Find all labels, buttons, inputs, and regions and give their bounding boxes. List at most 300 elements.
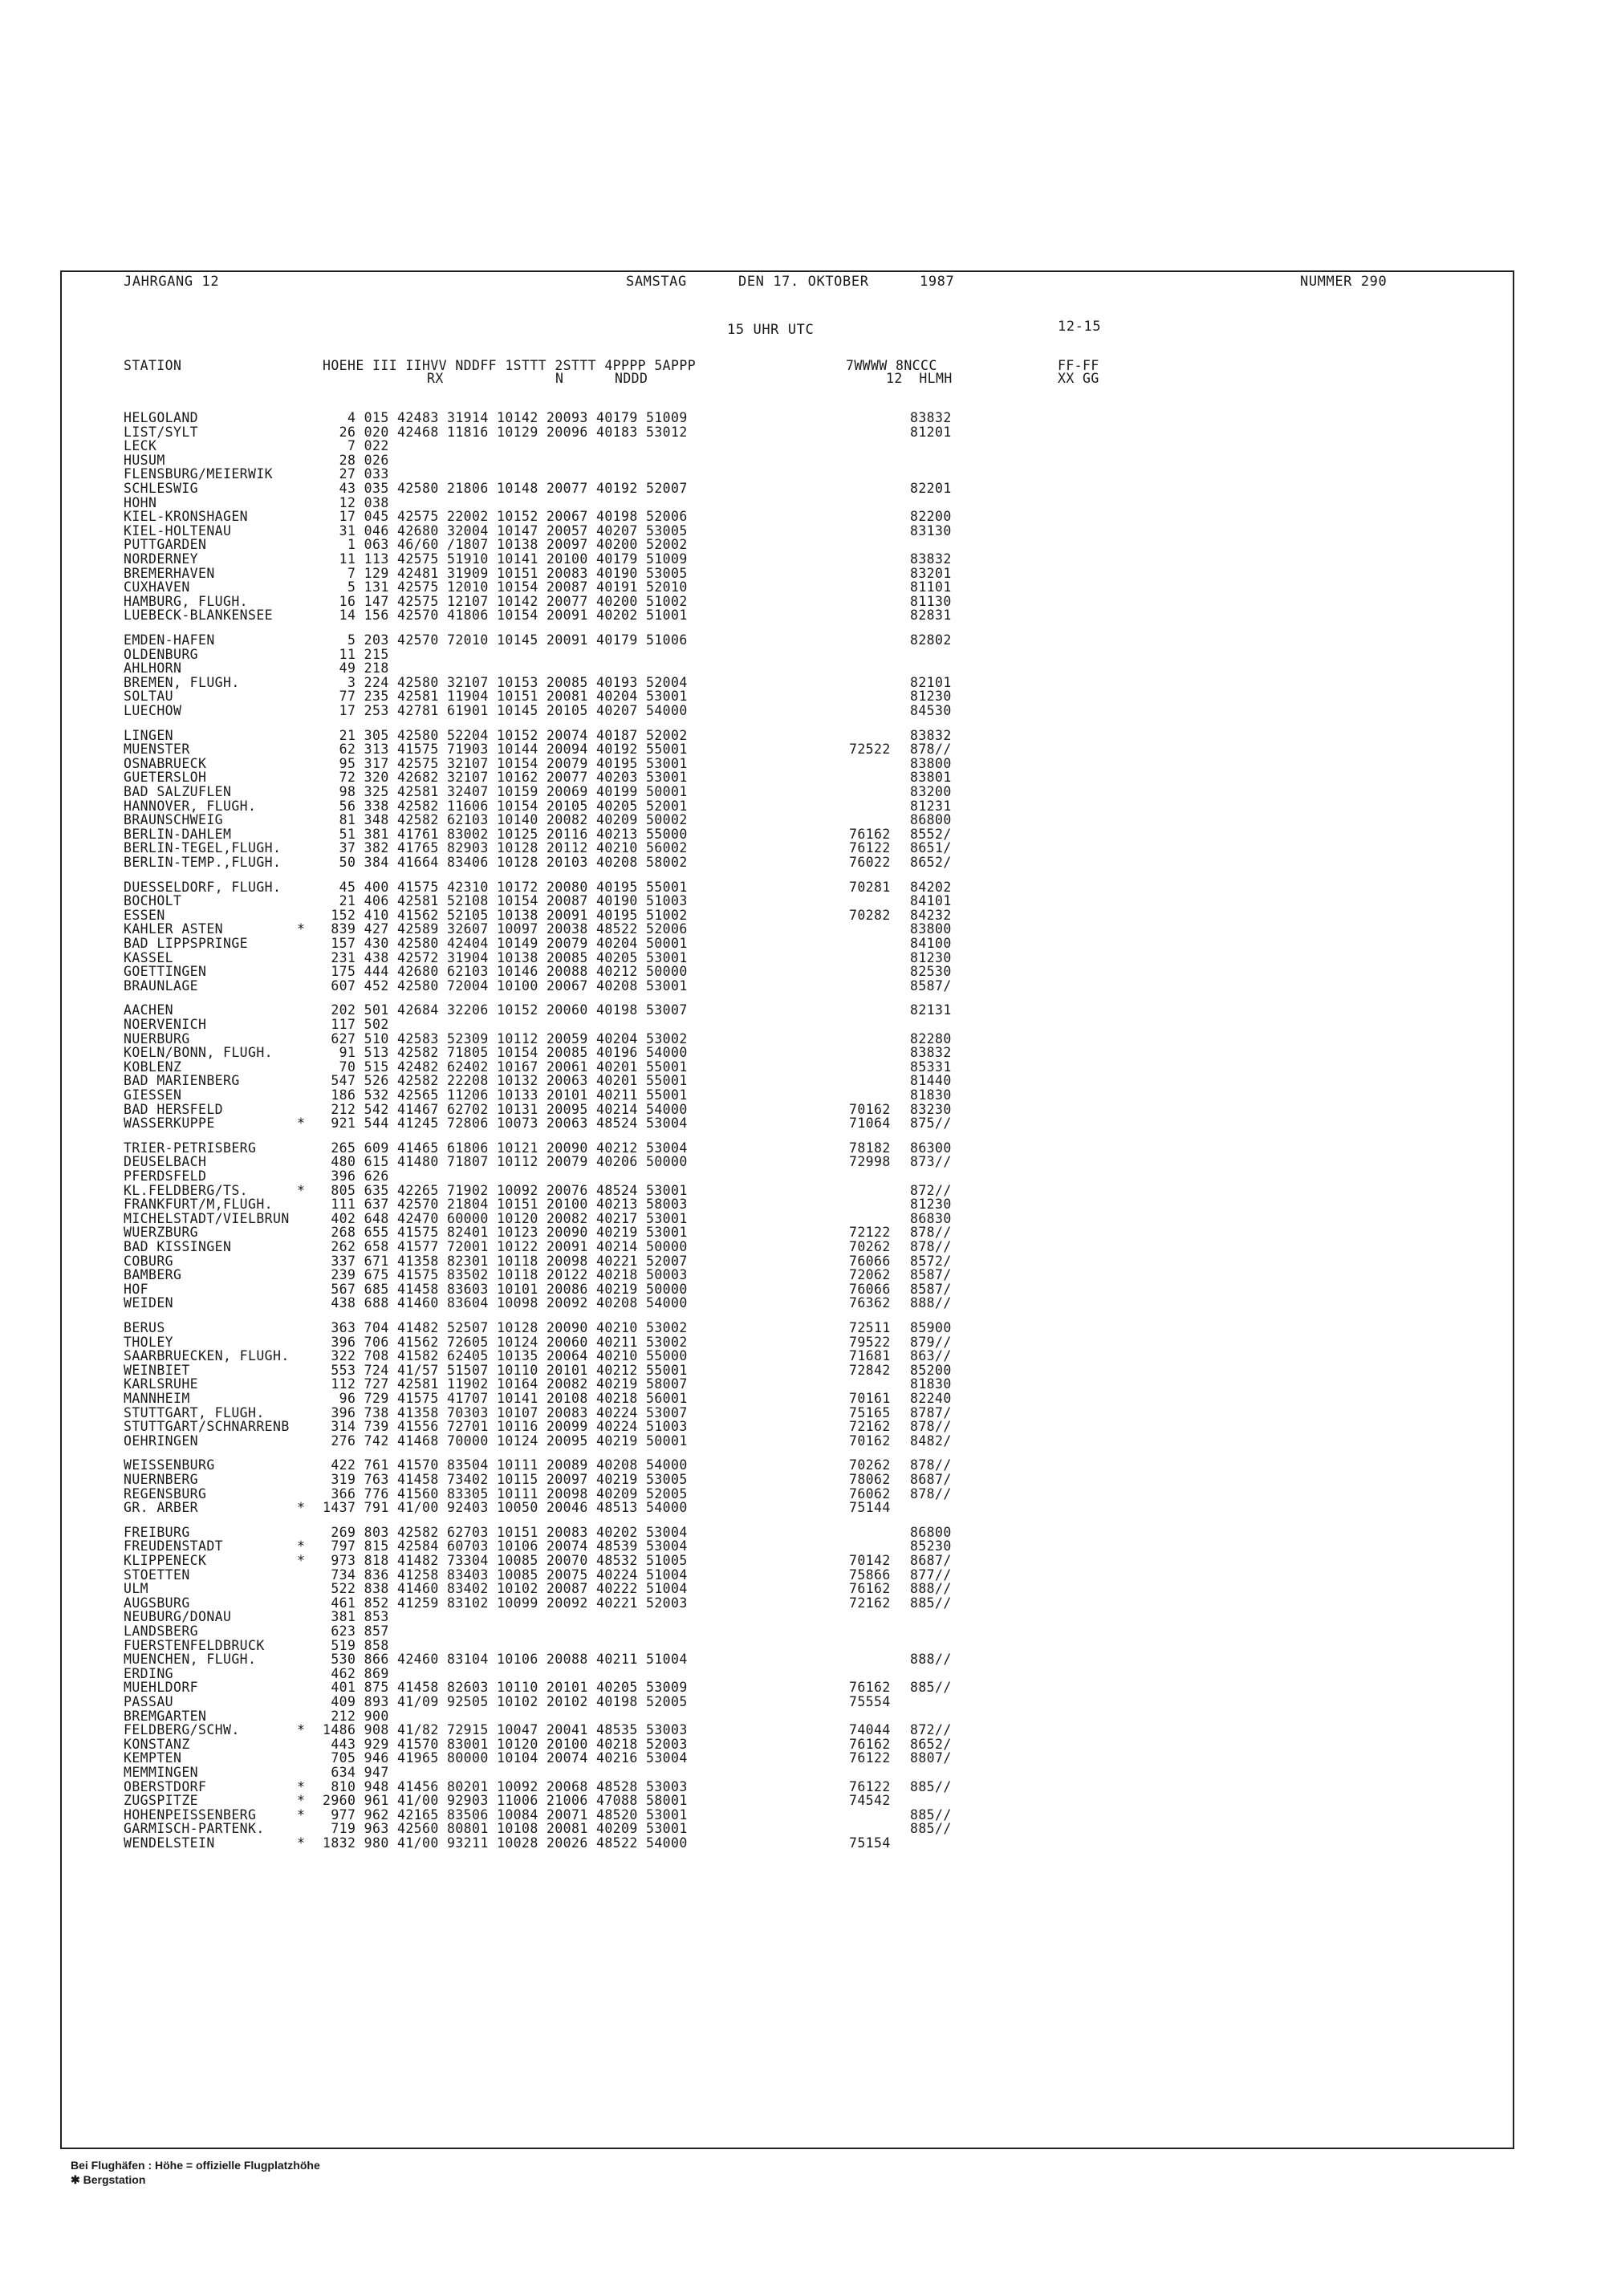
station-name: KOBLENZ [124,1059,182,1075]
station-codes: 11 113 42575 51910 10141 20100 40179 51009 [323,551,688,567]
station-codes: 805 635 42265 71902 10092 20076 48524 53001 [323,1182,688,1198]
station-name: HOHN [124,494,157,510]
station-name: BAD SALZUFLEN [124,784,232,799]
station-codes: 77 235 42581 11904 10151 20081 40204 53001 [323,689,688,705]
station-name: OSNABRUECK [124,755,207,771]
column-sub-hlmh: 12 HLMH [886,371,953,386]
station-name: HANNOVER, FLUGH. [124,798,257,814]
issue-number: NUMMER 290 [1300,274,1388,290]
cloud-code: 84232 [910,907,952,923]
cloud-code: 83800 [910,921,952,937]
weather-code: 72511 [849,1320,891,1335]
station-codes: 96 729 41575 41707 10141 20108 40218 56001 [323,1391,688,1406]
weather-code: 72998 [849,1154,891,1170]
cloud-code: 81231 [910,798,952,814]
footnote-mountain-station: ✱ Bergstation [71,2173,146,2186]
station-codes: 28 026 [323,452,389,468]
station-name: BRAUNLAGE [124,977,199,994]
column-station: STATION [124,358,182,373]
station-name: LUECHOW [124,703,182,718]
station-name: BAD KISSINGEN [124,1239,232,1254]
station-name: DEUSELBACH [124,1154,207,1170]
station-name: STUTTGART, FLUGH. [124,1404,265,1420]
cloud-code: 8652/ [910,1736,952,1752]
station-name: BREMERHAVEN [124,565,215,581]
mountain-station-marker: * [297,1553,306,1568]
station-name: BAMBERG [124,1267,182,1283]
station-name: GUETERSLOH [124,770,207,786]
station-name: WEINBIET [124,1362,190,1378]
station-name: PFERDSFELD [124,1168,207,1184]
cloud-code: 8651/ [910,840,952,856]
cloud-code: 83230 [910,1101,952,1117]
station-name: TRIER-PETRISBERG [124,1140,257,1156]
weather-code: 76062 [849,1485,891,1502]
cloud-code: 81101 [910,579,952,595]
weather-code: 70262 [849,1239,891,1254]
station-name: HELGOLAND [124,410,199,425]
mountain-station-marker: * [297,1722,306,1738]
cloud-code: 85331 [910,1059,952,1075]
cloud-code: 81830 [910,1087,952,1103]
weather-code: 70142 [849,1553,891,1568]
weather-code: 76066 [849,1253,891,1269]
station-name: ULM [124,1581,149,1597]
cloud-code: 81830 [910,1376,952,1392]
weather-code: 76122 [849,1778,891,1794]
station-codes: 734 836 41258 83403 10085 20075 40224 51004 [323,1567,688,1583]
weather-code: 76022 [849,855,891,870]
station-name: BREMGARTEN [124,1708,207,1724]
station-codes: 265 609 41465 61806 10121 20090 40212 53004 [323,1140,688,1156]
weather-code: 70162 [849,1101,891,1117]
cloud-code: 878// [910,1239,952,1254]
station-codes: 381 853 [323,1609,389,1625]
column-codes-b: 7WWWW 8NCCC [846,358,937,373]
cloud-code: 82240 [910,1391,952,1406]
station-name: FELDBERG/SCHW. [124,1722,240,1738]
station-codes: 111 637 42570 21804 10151 20100 40213 58003 [323,1197,688,1213]
station-codes: 363 704 41482 52507 10128 20090 40210 53002 [323,1320,688,1335]
cloud-code: 8687/ [910,1553,952,1568]
station-codes: 37 382 41765 82903 10128 20112 40210 56002 [323,840,688,856]
station-name: HOHENPEISSENBERG [124,1806,257,1823]
station-codes: 607 452 42580 72004 10100 20067 40208 53001 [323,977,688,994]
station-codes: 112 727 42581 11902 10164 20082 40219 58007 [323,1376,688,1392]
weather-code: 76162 [849,1680,891,1696]
station-codes: 396 738 41358 70303 10107 20083 40224 53007 [323,1404,688,1420]
station-name: ESSEN [124,907,165,923]
station-codes: 7 129 42481 31909 10151 20083 40190 53005 [323,565,688,581]
station-codes: 239 675 41575 83502 10118 20122 40218 50003 [323,1267,688,1283]
cloud-code: 81230 [910,1197,952,1213]
station-name: FREUDENSTADT [124,1538,224,1554]
station-name: NUERBURG [124,1030,190,1046]
date: DEN 17. OKTOBER [738,274,869,290]
station-name: LANDSBERG [124,1623,199,1639]
weather-code: 75866 [849,1567,891,1583]
cloud-code: 81440 [910,1073,952,1089]
station-codes: 1437 791 41/00 92403 10050 20046 48513 54000 [323,1500,688,1516]
cloud-code: 8787/ [910,1404,952,1420]
cloud-code: 885// [910,1680,952,1696]
cloud-code: 878// [910,1485,952,1502]
station-codes: 26 020 42468 11816 10129 20096 40183 53012 [323,424,688,440]
cloud-code: 885// [910,1806,952,1823]
station-codes: 3 224 42580 32107 10153 20085 40193 52004 [323,674,688,690]
station-name: REGENSBURG [124,1485,207,1502]
station-name: KASSEL [124,949,174,965]
station-name: NOERVENICH [124,1017,207,1032]
station-codes: 1 063 46/60 /1807 10138 20097 40200 52002 [323,537,688,553]
station-name: MUEHLDORF [124,1680,199,1696]
station-codes: 719 963 42560 80801 10108 20081 40209 53001 [323,1821,688,1837]
station-name: BAD MARIENBERG [124,1073,240,1089]
station-name: BERLIN-TEMP.,FLUGH. [124,855,282,870]
table-frame [60,270,1514,2149]
mountain-station-marker: * [297,1500,306,1516]
column-sub-gg: XX GG [1058,371,1099,386]
station-codes: 480 615 41480 71807 10112 20079 40206 50000 [323,1154,688,1170]
station-name: AHLHORN [124,660,182,677]
weather-code: 76162 [849,1581,891,1597]
cloud-code: 86800 [910,812,952,828]
station-codes: 117 502 [323,1017,389,1032]
station-codes: 186 532 42565 11206 10133 20101 40211 55001 [323,1087,688,1103]
station-codes: 396 626 [323,1168,389,1184]
station-name: KEMPTEN [124,1750,182,1766]
station-codes: 839 427 42589 32607 10097 20038 48522 52006 [323,921,688,937]
weather-code: 70281 [849,879,891,895]
station-codes: 422 761 41570 83504 10111 20089 40208 54000 [323,1457,688,1473]
station-name: NUERNBERG [124,1472,199,1487]
station-codes: 977 962 42165 83506 10084 20071 48520 53001 [323,1806,688,1823]
station-codes: 1832 980 41/00 93211 10028 20026 48522 54000 [323,1835,688,1851]
station-codes: 262 658 41577 72001 10122 20091 40214 50000 [323,1239,688,1254]
station-name: BRAUNSCHWEIG [124,812,224,828]
cloud-code: 84101 [910,893,952,909]
station-name: BOCHOLT [124,893,182,909]
cloud-code: 872// [910,1722,952,1738]
station-name: KL.FELDBERG/TS. [124,1182,249,1198]
station-name: WENDELSTEIN [124,1835,215,1851]
weather-code: 78062 [849,1472,891,1487]
station-codes: 402 648 42470 60000 10120 20082 40217 53001 [323,1210,688,1226]
station-name: WEISSENBURG [124,1457,215,1473]
cloud-code: 873// [910,1154,952,1170]
station-codes: 157 430 42580 42404 10149 20079 40204 50001 [323,936,688,951]
station-name: MANNHEIM [124,1391,190,1406]
station-codes: 921 544 41245 72806 10073 20063 48524 53004 [323,1115,688,1132]
station-name: NORDERNEY [124,551,199,567]
column-sub-nddd: NDDD [615,371,648,386]
cloud-code: 82280 [910,1030,952,1046]
cloud-code: 81201 [910,424,952,440]
cloud-code: 888// [910,1581,952,1597]
mountain-station-marker: * [297,1806,306,1823]
station-codes: 461 852 41259 83102 10099 20092 40221 52003 [323,1595,688,1611]
station-name: LIST/SYLT [124,424,199,440]
station-name: FLENSBURG/MEIERWIK [124,466,274,482]
cloud-code: 84530 [910,703,952,718]
cloud-code: 8587/ [910,1281,952,1297]
weather-code: 75165 [849,1404,891,1420]
station-name: KIEL-HOLTENAU [124,522,232,538]
observation-time: 15 UHR UTC [727,322,815,338]
cloud-code: 8587/ [910,1267,952,1283]
station-codes: 396 706 41562 72605 10124 20060 40211 53002 [323,1334,688,1350]
cloud-code: 83130 [910,522,952,538]
station-name: WASSERKUPPE [124,1115,215,1132]
station-codes: 17 045 42575 22002 10152 20067 40198 52006 [323,509,688,525]
station-name: OEHRINGEN [124,1432,199,1449]
cloud-code: 8807/ [910,1750,952,1766]
cloud-code: 82200 [910,509,952,525]
station-codes: 12 038 [323,494,389,510]
station-codes: 95 317 42575 32107 10154 20079 40195 53001 [323,755,688,771]
station-name: AACHEN [124,1002,174,1018]
station-codes: 2960 961 41/00 92903 11006 21006 47088 58001 [323,1793,688,1809]
station-codes: 276 742 41468 70000 10124 20095 40219 50001 [323,1432,688,1449]
station-codes: 21 406 42581 52108 10154 20087 40190 51003 [323,893,688,909]
cloud-code: 8482/ [910,1432,952,1449]
mountain-station-marker: * [297,1182,306,1198]
cloud-code: 81230 [910,949,952,965]
cloud-code: 83832 [910,410,952,425]
cloud-code: 86300 [910,1140,952,1156]
station-name: MICHELSTADT/VIELBRUN [124,1210,290,1226]
station-codes: 567 685 41458 83603 10101 20086 40219 50000 [323,1281,688,1297]
cloud-code: 81130 [910,593,952,609]
station-codes: 4 015 42483 31914 10142 20093 40179 51009 [323,410,688,425]
weather-code: 72842 [849,1362,891,1378]
cloud-code: 83832 [910,551,952,567]
cloud-code: 84202 [910,879,952,895]
station-name: ZUGSPITZE [124,1793,199,1809]
station-codes: 50 384 41664 83406 10128 20103 40208 58002 [323,855,688,870]
station-codes: 49 218 [323,660,389,677]
station-codes: 31 046 42680 32004 10147 20057 40207 53005 [323,522,688,538]
station-name: GIESSEN [124,1087,182,1103]
weather-code: 75554 [849,1694,891,1709]
station-codes: 522 838 41460 83402 10102 20087 40222 51004 [323,1581,688,1597]
weather-code: 72522 [849,742,891,758]
station-codes: 98 325 42581 32407 10159 20069 40199 50001 [323,784,688,799]
station-name: FREIBURG [124,1524,190,1540]
station-codes: 810 948 41456 80201 10092 20068 48528 53003 [323,1778,688,1794]
station-codes: 5 131 42575 12010 10154 20087 40191 52010 [323,579,688,595]
cloud-code: 888// [910,1295,952,1311]
column-codes-c: FF-FF [1058,358,1099,373]
station-name: BAD LIPPSPRINGE [124,936,249,951]
footnote-airports: Bei Flughäfen : Höhe = offizielle Flugplatzhöhe [71,2159,320,2172]
cloud-code: 83201 [910,565,952,581]
weather-code: 71064 [849,1115,891,1132]
cloud-code: 85900 [910,1320,952,1335]
station-codes: 705 946 41965 80000 10104 20074 40216 53004 [323,1750,688,1766]
station-codes: 212 900 [323,1708,389,1724]
weekday: SAMSTAG [626,274,687,290]
station-name: MEMMINGEN [124,1765,199,1780]
station-codes: 56 338 42582 11606 10154 20105 40205 52001 [323,798,688,814]
mountain-station-marker: * [297,921,306,937]
cloud-code: 82201 [910,481,952,496]
cloud-code: 8552/ [910,826,952,842]
column-sub-rx: RX [427,371,444,386]
weather-code: 76122 [849,840,891,856]
station-codes: 45 400 41575 42310 10172 20080 40195 55001 [323,879,688,895]
station-name: MUENSTER [124,742,190,758]
station-codes: 16 147 42575 12107 10142 20077 40200 51002 [323,593,688,609]
cloud-code: 83832 [910,727,952,743]
cloud-code: 885// [910,1595,952,1611]
cloud-code: 86800 [910,1524,952,1540]
cloud-code: 82831 [910,608,952,624]
station-name: GOETTINGEN [124,964,207,980]
station-codes: 51 381 41761 83002 10125 20116 40213 55000 [323,826,688,842]
station-name: AUGSBURG [124,1595,190,1611]
station-name: DUESSELDORF, FLUGH. [124,879,282,895]
jahrgang: JAHRGANG 12 [124,274,220,290]
cloud-code: 83200 [910,784,952,799]
cloud-code: 8687/ [910,1472,952,1487]
weather-code: 76122 [849,1750,891,1766]
station-name: BERUS [124,1320,165,1335]
station-name: PASSAU [124,1694,174,1709]
station-name: MUENCHEN, FLUGH. [124,1652,257,1668]
station-name: KONSTANZ [124,1736,190,1752]
station-name: KLIPPENECK [124,1553,207,1568]
cloud-code: 8572/ [910,1253,952,1269]
cloud-code: 878// [910,1457,952,1473]
station-name: EMDEN-HAFEN [124,632,215,648]
station-codes: 438 688 41460 83604 10098 20092 40208 54000 [323,1295,688,1311]
cloud-code: 878// [910,742,952,758]
cloud-code: 83800 [910,755,952,771]
station-codes: 17 253 42781 61901 10145 20105 40207 54000 [323,703,688,718]
station-name: SAARBRUECKEN, FLUGH. [124,1348,290,1364]
mountain-station-marker: * [297,1538,306,1554]
cloud-code: 8652/ [910,855,952,870]
station-name: OBERSTDORF [124,1778,207,1794]
station-name: PUTTGARDEN [124,537,207,553]
weather-code: 76162 [849,826,891,842]
weather-code: 76362 [849,1295,891,1311]
station-codes: 627 510 42583 52309 10112 20059 40204 53002 [323,1030,688,1046]
weather-code: 78182 [849,1140,891,1156]
cloud-code: 877// [910,1567,952,1583]
weather-code: 72062 [849,1267,891,1283]
station-codes: 623 857 [323,1623,389,1639]
cloud-code: 888// [910,1652,952,1668]
weather-code: 70262 [849,1457,891,1473]
station-name: STUTTGART/SCHNARRENB [124,1419,290,1435]
station-name: BERLIN-TEGEL,FLUGH. [124,840,282,856]
station-codes: 462 869 [323,1665,389,1681]
station-name: KARLSRUHE [124,1376,199,1392]
station-codes: 27 033 [323,466,389,482]
station-codes: 268 655 41575 82401 10123 20090 40219 53001 [323,1225,688,1241]
station-codes: 547 526 42582 22208 10132 20063 40201 55001 [323,1073,688,1089]
station-name: HUSUM [124,452,165,468]
cloud-code: 86830 [910,1210,952,1226]
mountain-station-marker: * [297,1835,306,1851]
station-name: WUERZBURG [124,1225,199,1241]
cloud-code: 875// [910,1115,952,1132]
station-name: BERLIN-DAHLEM [124,826,232,842]
year: 1987 [920,274,955,290]
cloud-code: 885// [910,1821,952,1837]
station-codes: 72 320 42682 32107 10162 20077 40203 53001 [323,770,688,786]
cloud-code: 85200 [910,1362,952,1378]
station-name: GR. ARBER [124,1500,199,1516]
weather-code: 70162 [849,1432,891,1449]
station-name: WEIDEN [124,1295,174,1311]
weather-code: 79522 [849,1334,891,1350]
station-name: COBURG [124,1253,174,1269]
cloud-code: 81230 [910,689,952,705]
station-codes: 202 501 42684 32206 10152 20060 40198 53007 [323,1002,688,1018]
station-codes: 322 708 41582 62405 10135 20064 40210 55000 [323,1348,688,1364]
station-codes: 62 313 41575 71903 10144 20094 40192 55001 [323,742,688,758]
cloud-code: 82802 [910,632,952,648]
weather-code: 76162 [849,1736,891,1752]
weather-code: 72162 [849,1595,891,1611]
station-name: LINGEN [124,727,174,743]
station-codes: 366 776 41560 83305 10111 20098 40209 52005 [323,1485,688,1502]
station-name: STOETTEN [124,1567,190,1583]
mountain-station-marker: * [297,1793,306,1809]
station-codes: 269 803 42582 62703 10151 20083 40202 53004 [323,1524,688,1540]
station-name: ERDING [124,1665,174,1681]
column-sub-n: N [555,371,564,386]
cloud-code: 82131 [910,1002,952,1018]
station-name: LECK [124,438,157,454]
station-codes: 14 156 42570 41806 10154 20091 40202 51001 [323,608,688,624]
cloud-code: 879// [910,1334,952,1350]
station-codes: 319 763 41458 73402 10115 20097 40219 53005 [323,1472,688,1487]
cloud-code: 878// [910,1419,952,1435]
station-codes: 81 348 42582 62103 10140 20082 40209 50002 [323,812,688,828]
station-name: LUEBECK-BLANKENSEE [124,608,274,624]
station-codes: 5 203 42570 72010 10145 20091 40179 51006 [323,632,688,648]
weather-code: 75154 [849,1835,891,1851]
station-codes: 519 858 [323,1637,389,1653]
station-codes: 409 893 41/09 92505 10102 20102 40198 52005 [323,1694,688,1709]
station-name: GARMISCH-PARTENK. [124,1821,265,1837]
station-name: BREMEN, FLUGH. [124,674,240,690]
station-codes: 530 866 42460 83104 10106 20088 40211 51004 [323,1652,688,1668]
station-codes: 1486 908 41/82 72915 10047 20041 48535 53003 [323,1722,688,1738]
station-codes: 973 818 41482 73304 10085 20070 48532 51005 [323,1553,688,1568]
weather-code: 74044 [849,1722,891,1738]
weather-code: 70282 [849,907,891,923]
cloud-code: 863// [910,1348,952,1364]
station-name: HAMBURG, FLUGH. [124,593,249,609]
station-name: FRANKFURT/M,FLUGH. [124,1197,274,1213]
station-name: FUERSTENFELDBRUCK [124,1637,265,1653]
station-codes: 401 875 41458 82603 10110 20101 40205 53009 [323,1680,688,1696]
mountain-station-marker: * [297,1115,306,1132]
station-codes: 212 542 41467 62702 10131 20095 40214 54000 [323,1101,688,1117]
station-codes: 553 724 41/57 51507 10110 20101 40212 55001 [323,1362,688,1378]
weather-code: 75144 [849,1500,891,1516]
weather-code: 71681 [849,1348,891,1364]
cloud-code: 8587/ [910,977,952,994]
time-range: 12-15 [1058,319,1102,335]
station-codes: 314 739 41556 72701 10116 20099 40224 51003 [323,1419,688,1435]
cloud-code: 878// [910,1225,952,1241]
